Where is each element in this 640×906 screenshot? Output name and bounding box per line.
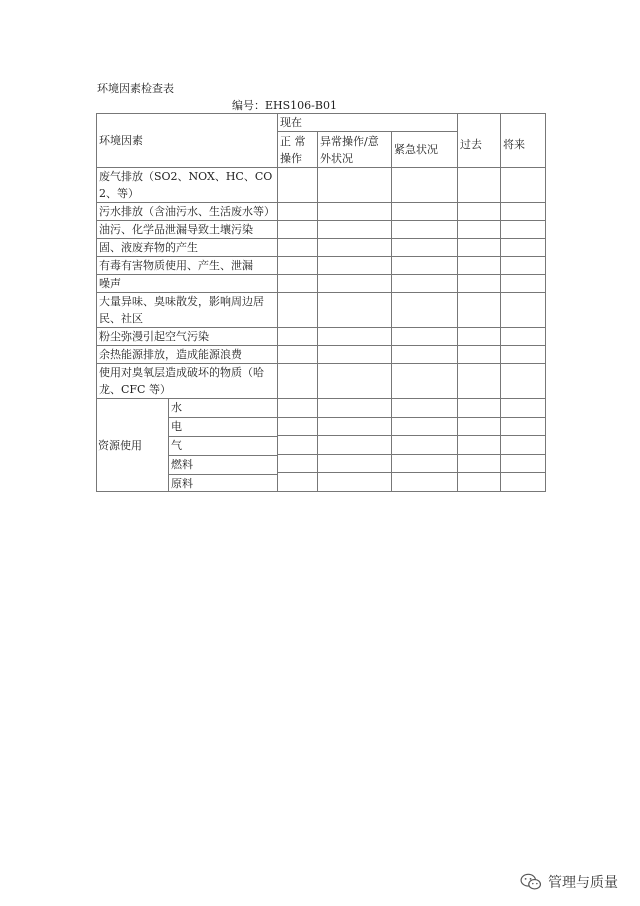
- future-cell: [501, 473, 546, 492]
- factor-cell: 废气排放（SO2、NOX、HC、CO2、等）: [97, 168, 278, 203]
- emergency-cell: [392, 293, 458, 328]
- environmental-factor-checklist: [96, 113, 546, 492]
- emergency-cell: [392, 239, 458, 257]
- table-row: [97, 346, 546, 364]
- abnormal-cell: [318, 328, 392, 346]
- document-number: 编号：EHS106-B01: [232, 99, 337, 112]
- normal-cell: [278, 221, 318, 239]
- header-factor: 环境因素: [97, 114, 278, 168]
- factor-cell: 噪声: [97, 275, 278, 293]
- table-row: [97, 203, 546, 221]
- emergency-cell: [392, 436, 458, 455]
- future-cell: [501, 275, 546, 293]
- resource-item-gas: 气: [169, 436, 277, 455]
- header-future: 将来: [501, 114, 546, 168]
- abnormal-cell: [318, 257, 392, 275]
- past-cell: [458, 454, 501, 473]
- table-row: [97, 257, 546, 275]
- future-cell: [501, 239, 546, 257]
- abnormal-cell: [318, 293, 392, 328]
- emergency-cell: [392, 346, 458, 364]
- header-normal: 正 常 操作: [278, 132, 318, 168]
- past-cell: [458, 257, 501, 275]
- past-cell: [458, 275, 501, 293]
- past-cell: [458, 399, 501, 418]
- emergency-cell: [392, 364, 458, 399]
- past-cell: [458, 417, 501, 436]
- factor-cell: 有毒有害物质使用、产生、泄漏: [97, 257, 278, 275]
- abnormal-cell: [318, 473, 392, 492]
- table-row: [97, 293, 546, 328]
- past-cell: [458, 239, 501, 257]
- future-cell: [501, 221, 546, 239]
- abnormal-cell: [318, 203, 392, 221]
- abnormal-cell: [318, 221, 392, 239]
- emergency-cell: [392, 417, 458, 436]
- abnormal-cell: [318, 168, 392, 203]
- past-cell: [458, 221, 501, 239]
- past-cell: [458, 346, 501, 364]
- factor-cell: 余热能源排放，造成能源浪费: [97, 346, 278, 364]
- factor-cell: 污水排放（含油污水、生活废水等）: [97, 203, 278, 221]
- normal-cell: [278, 257, 318, 275]
- resource-label: 资源使用: [97, 399, 169, 491]
- normal-cell: [278, 346, 318, 364]
- past-cell: [458, 436, 501, 455]
- emergency-cell: [392, 257, 458, 275]
- emergency-cell: [392, 399, 458, 418]
- abnormal-cell: [318, 417, 392, 436]
- table-row: [97, 221, 546, 239]
- abnormal-cell: [318, 275, 392, 293]
- resource-cell: [97, 399, 278, 492]
- future-cell: [501, 436, 546, 455]
- abnormal-cell: [318, 346, 392, 364]
- resource-item-electricity: 电: [169, 417, 277, 436]
- future-cell: [501, 203, 546, 221]
- emergency-cell: [392, 168, 458, 203]
- normal-cell: [278, 454, 318, 473]
- footer-brand: 管理与质量: [548, 875, 618, 891]
- future-cell: [501, 257, 546, 275]
- table-row: [97, 239, 546, 257]
- past-cell: [458, 328, 501, 346]
- past-cell: [458, 473, 501, 492]
- table-row: [97, 168, 546, 203]
- watermark-footer: [520, 872, 618, 892]
- factor-cell: 油污、化学品泄漏导致土壤污染: [97, 221, 278, 239]
- table-row: [97, 275, 546, 293]
- table-row: [97, 364, 546, 399]
- resource-item-list: [169, 399, 277, 491]
- future-cell: [501, 328, 546, 346]
- future-cell: [501, 454, 546, 473]
- abnormal-cell: [318, 364, 392, 399]
- resource-item-water: 水: [171, 401, 182, 414]
- past-cell: [458, 293, 501, 328]
- normal-cell: [278, 436, 318, 455]
- normal-cell: [278, 399, 318, 418]
- document-title: 环境因素检查表: [97, 82, 174, 95]
- abnormal-cell: [318, 436, 392, 455]
- resource-row: [97, 399, 546, 418]
- normal-cell: [278, 239, 318, 257]
- emergency-cell: [392, 221, 458, 239]
- factor-cell: 固、液废弃物的产生: [97, 239, 278, 257]
- normal-cell: [278, 364, 318, 399]
- normal-cell: [278, 275, 318, 293]
- normal-cell: [278, 168, 318, 203]
- past-cell: [458, 168, 501, 203]
- factor-cell: 粉尘弥漫引起空气污染: [97, 328, 278, 346]
- normal-cell: [278, 328, 318, 346]
- emergency-cell: [392, 275, 458, 293]
- abnormal-cell: [318, 454, 392, 473]
- normal-cell: [278, 203, 318, 221]
- header-abnormal: 异常操作/意外状况: [318, 132, 392, 168]
- resource-item-raw-material: 原料: [169, 474, 277, 492]
- header-row: [97, 114, 546, 132]
- past-cell: [458, 364, 501, 399]
- normal-cell: [278, 293, 318, 328]
- future-cell: [501, 364, 546, 399]
- wechat-icon: [520, 873, 542, 891]
- header-past: 过去: [458, 114, 501, 168]
- resource-item-fuel: 燃料: [169, 455, 277, 474]
- future-cell: [501, 417, 546, 436]
- normal-cell: [278, 417, 318, 436]
- table-row: [97, 328, 546, 346]
- abnormal-cell: [318, 239, 392, 257]
- emergency-cell: [392, 454, 458, 473]
- future-cell: [501, 168, 546, 203]
- normal-cell: [278, 473, 318, 492]
- future-cell: [501, 399, 546, 418]
- header-emergency: 紧急状况: [392, 132, 458, 168]
- emergency-cell: [392, 473, 458, 492]
- abnormal-cell: [318, 399, 392, 418]
- future-cell: [501, 346, 546, 364]
- future-cell: [501, 293, 546, 328]
- emergency-cell: [392, 328, 458, 346]
- factor-cell: 大量异味、臭味散发，影响周边居民、社区: [97, 293, 278, 328]
- past-cell: [458, 203, 501, 221]
- emergency-cell: [392, 203, 458, 221]
- header-present: 现在: [278, 114, 458, 132]
- factor-cell: 使用对臭氧层造成破坏的物质（哈龙、CFC 等）: [97, 364, 278, 399]
